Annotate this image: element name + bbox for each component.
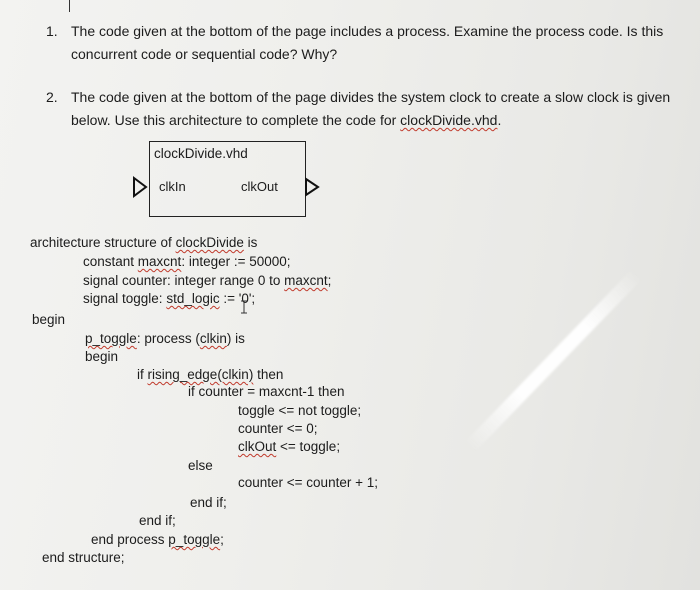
code-else: else [188, 458, 213, 473]
code-toggle-assign: toggle <= not toggle; [238, 403, 362, 418]
block-title: clockDivide.vhd [154, 146, 248, 161]
code-architecture-line: architecture structure of clockDivide is [30, 235, 258, 250]
code-signal-toggle-line: signal toggle: std_logic := '0'; [83, 291, 256, 306]
code-constant-line: constant maxcnt: integer := 50000; [83, 254, 291, 269]
output-port-label: clkOut [241, 179, 278, 194]
code-if-counter: if counter = maxcnt-1 then [188, 384, 345, 399]
code-begin: begin [32, 312, 66, 327]
code-if-rising-edge: if rising_edge(clkin) then [137, 367, 284, 382]
question-1-line-1: The code given at the bottom of the page includes a process. Examine the process code. Is this [71, 23, 664, 39]
code-signal-counter-line: signal counter: integer range 0 to maxcnt; [83, 273, 332, 288]
question-1-number: 1. [46, 23, 58, 39]
page-edge-mark [69, 0, 70, 12]
code-clkout-assign: clkOut <= toggle; [238, 439, 341, 454]
question-2-number: 2. [46, 89, 58, 105]
output-arrow-icon [304, 177, 322, 197]
question-2-line-2-text: below. Use this architecture to complete the code for [71, 112, 401, 128]
code-counter-reset: counter <= 0; [238, 421, 318, 436]
input-arrow-icon [131, 176, 149, 198]
code-end-if-outer: end if; [139, 513, 176, 528]
question-2-line-2: below. Use this architecture to complete the code for clockDivide.vhd. [71, 112, 502, 128]
text-cursor-icon [240, 299, 248, 315]
code-counter-increment: counter <= counter + 1; [238, 475, 378, 490]
question-1-line-2: concurrent code or sequential code? Why? [71, 46, 338, 62]
code-end-if-inner: end if; [190, 495, 227, 510]
screen-glare [465, 269, 642, 451]
question-2-line-1: The code given at the bottom of the page divides the system clock to create a slow clock is given [71, 89, 671, 105]
code-process-line: p_toggle: process (clkin) is [85, 331, 245, 346]
code-end-structure: end structure; [42, 550, 125, 565]
code-process-begin: begin [85, 349, 119, 364]
code-end-process: end process p_toggle; [91, 532, 224, 547]
file-name-link: clockDivide.vhd [400, 112, 498, 128]
input-port-label: clkIn [159, 179, 186, 194]
